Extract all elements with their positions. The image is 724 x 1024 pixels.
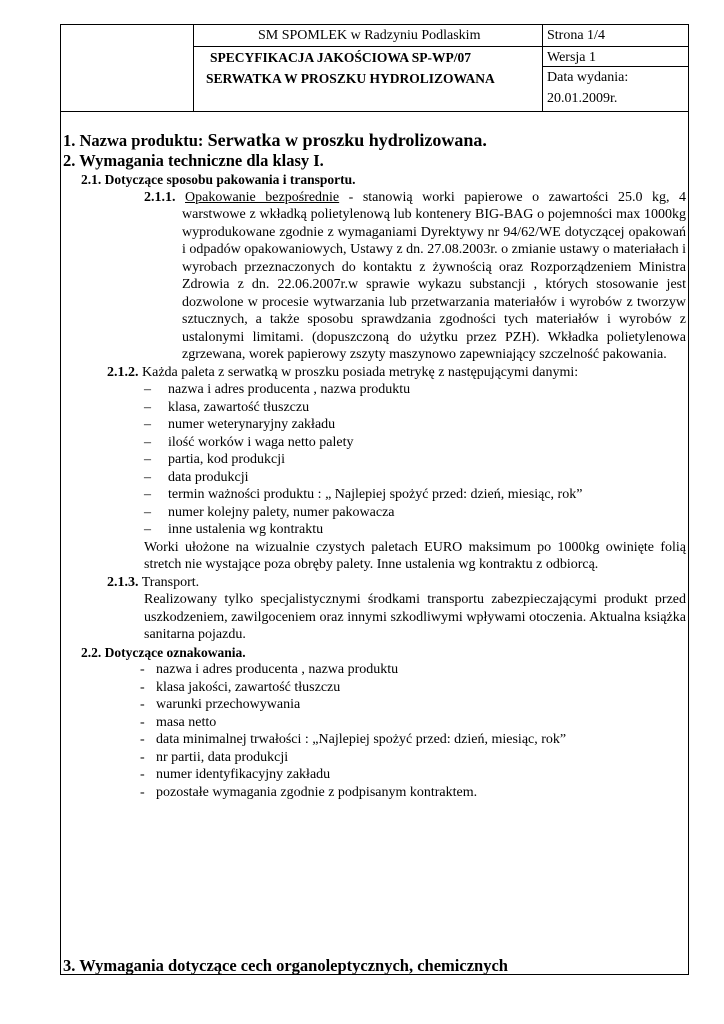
pallet-note: Worki ułożone na wizualnie czystych paletach EURO maksimum po 1000kg owinięte folią stretch nie wystające poza obręby palety. Inne ustalenia wg kontraktu z odbiorcą.: [144, 539, 686, 572]
section-2-1-1: [144, 189, 686, 364]
list-item: – ilość worków i waga netto palety: [144, 434, 686, 452]
list-item: - nr partii, data produkcji: [140, 749, 686, 767]
section-2-1-heading: 2.1. Dotyczące sposobu pakowania i transportu.: [81, 172, 356, 187]
list-item: - warunki przechowywania: [140, 696, 686, 714]
header-version: Wersja 1: [547, 50, 597, 65]
header-product-title: SERWATKA W PROSZKU HYDROLIZOWANA: [206, 71, 495, 86]
section-2-1-1-term: Opakowanie bezpośrednie: [185, 189, 340, 205]
list-item: – nazwa i adres producenta , nazwa produktu: [144, 381, 686, 399]
section-2-1-2-text: Każda paleta z serwatką w proszku posiada metrykę z następującymi danymi:: [138, 364, 579, 380]
section-2-heading: 2. Wymagania techniczne dla klasy I.: [63, 151, 324, 170]
list-item: - pozostałe wymagania zgodnie z podpisanym kontraktem.: [140, 784, 686, 802]
section-2-1-3-heading: [107, 574, 686, 592]
list-item: - data minimalnej trwałości : „Najlepiej spożyć przed: dzień, miesiąc, rok”: [140, 731, 686, 749]
section-2-1-2-number: 2.1.2.: [107, 364, 139, 380]
list-item: - masa netto: [140, 714, 686, 732]
list-item: – data produkcji: [144, 469, 686, 487]
header-issue-label: Data wydania:: [547, 70, 629, 85]
header-company: SM SPOMLEK w Radzyniu Podlaskim: [258, 28, 481, 43]
header-vline-left: [193, 24, 194, 111]
section-2-2-heading: 2.2. Dotyczące oznakowania.: [81, 644, 246, 660]
header-vline-right: [542, 24, 543, 111]
list-item: – inne ustalenia wg kontraktu: [144, 521, 686, 539]
list-item: – numer weterynaryjny zakładu: [144, 416, 686, 434]
list-item: - klasa jakości, zawartość tłuszczu: [140, 679, 686, 697]
pallet-label-list: [144, 381, 686, 539]
list-item: – termin ważności produktu : „ Najlepiej spożyć przed: dzień, miesiąc, rok”: [144, 486, 686, 504]
product-name: Serwatka w proszku hydrolizowana.: [207, 130, 487, 150]
section-1-heading: [63, 130, 686, 151]
section-2-1-2-intro: [107, 364, 686, 382]
section-2-1-3-number: 2.1.3.: [107, 574, 139, 590]
section-1-label: 1. Nazwa produktu:: [63, 131, 208, 150]
list-item: – klasa, zawartość tłuszczu: [144, 399, 686, 417]
header-issue-date: 20.01.2009r.: [547, 91, 618, 106]
section-2-1-1-text: - stanowią worki papierowe o zawartości 25.0 kg, 4 warstwowe z wkładką polietylenową lub kontenery BIG-BAG o pojemności max 1000kg wyprodukowane zgodnie z wymaganiami Dyrektywy nr 94/62/WE dotyczącej opakowań i odpadów opakowaniowych, Ustawy z dn. 27.08.2003r. o zmianie ustawy o materiałach i wyrobach przeznaczonych do kontaktu z żywnością oraz Rozporządzeniem Ministra Zdrowia z dn. 22.06.2007r.w sprawie wykazu substancji , których stosowanie jest dozwolone w procesie wytwarzania lub przetwarzania materiałów i wyrobów z tworzyw sztucznych, a także sposobu sprawdzania zgodności tych materiałów i wyrobów z ustalonymi limitami. (dopuszczoną do użytku przez PZH). Wkładka polietylenowa zgrzewana, worek papierowy zszyty maszynowo zapewniający szczelność pakowania.: [182, 189, 687, 362]
header-hline-1: [193, 46, 689, 47]
list-item: - numer identyfikacyjny zakładu: [140, 766, 686, 784]
list-item: – numer kolejny palety, numer pakowacza: [144, 504, 686, 522]
header-hline-2: [542, 66, 689, 67]
header-page: Strona 1/4: [547, 28, 605, 43]
header-bottom-line: [60, 111, 689, 112]
labeling-list: [140, 661, 686, 801]
section-2-1-1-number: 2.1.1.: [144, 189, 176, 205]
transport-text: Realizowany tylko specjalistycznymi środkami transportu zabezpieczającymi produkt przed uszkodzeniem, zawilgoceniem oraz innymi szkodliwymi wpływami otoczenia. Aktualna książka sanitarna pojazdu.: [144, 592, 686, 642]
section-3-heading: 3. Wymagania dotyczące cech organoleptycznych, chemicznych: [63, 956, 508, 975]
list-item: - nazwa i adres producenta , nazwa produktu: [140, 661, 686, 679]
header-spec: SPECYFIKACJA JAKOŚCIOWA SP-WP/07: [210, 50, 472, 65]
section-2-1-3-title: Transport.: [138, 574, 200, 590]
document-body: [63, 130, 686, 801]
list-item: – partia, kod produkcji: [144, 451, 686, 469]
